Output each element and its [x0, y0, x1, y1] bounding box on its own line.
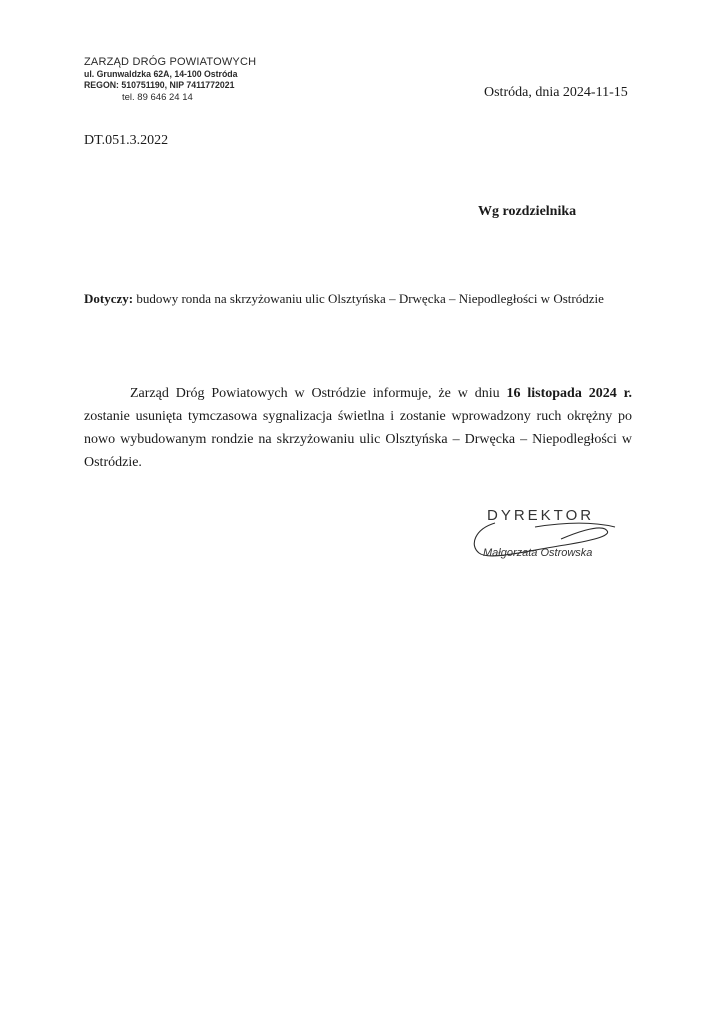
signature-block [465, 505, 635, 575]
body-part-1: Zarząd Dróg Powiatowych w Ostródzie informuje, że w dniu [130, 386, 507, 401]
stamp-address: ul. Grunwaldzka 62A, 14-100 Ostróda [84, 68, 238, 80]
subject-line [84, 291, 604, 307]
signature-name: Małgorzata Ostrowska [483, 547, 593, 559]
subject-label: Dotyczy: [84, 291, 134, 306]
body-date-bold: 16 listopada 2024 r. [506, 386, 633, 401]
signature-title: DYREKTOR [487, 507, 595, 524]
place-and-date: Ostróda, dnia 2024-11-15 [484, 85, 628, 100]
letter-body [84, 382, 632, 474]
body-part-2: zostanie usunięta tymczasowa sygnalizacja świetlna i zostanie wprowadzony ruch okrężny po nowo wybudowanym rondzie na skrzyżowaniu ulic Olsztyńska – Drwęcka – Niepodległości w Ostródzie. [84, 409, 632, 470]
stamp-regon-nip: REGON: 510751190, NIP 7411772021 [84, 80, 235, 91]
stamp-office-name: ZARZĄD DRÓG POWIATOWYCH [84, 56, 257, 68]
subject-text: budowy ronda na skrzyżowaniu ulic Olsztyńska – Drwęcka – Niepodległości w Ostródzie [136, 291, 604, 306]
office-stamp [84, 57, 256, 103]
reference-number: DT.051.3.2022 [84, 133, 169, 148]
recipient: Wg rozdzielnika [478, 204, 577, 219]
stamp-phone: tel. 89 646 24 14 [122, 91, 193, 103]
